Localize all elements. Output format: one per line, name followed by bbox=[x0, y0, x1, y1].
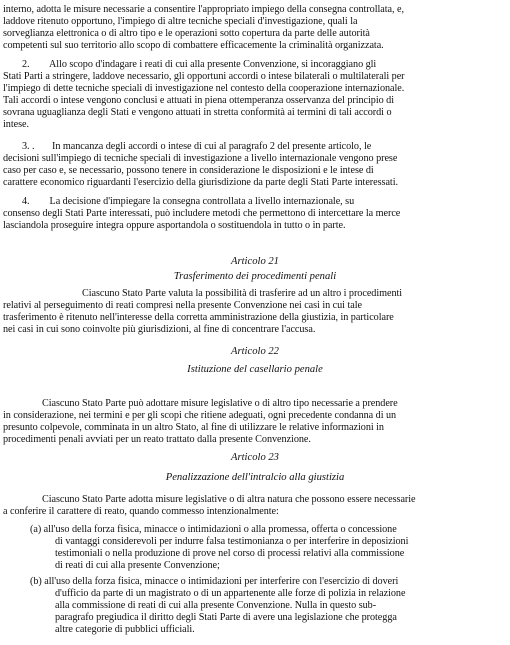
text-line: Stati Parti a stringere, laddove necessario, gli opportuni accordi o intese bilaterali o multilaterali per bbox=[3, 71, 405, 82]
text-line: l'impiego di dette tecniche speciali di investigazione nel contesto della cooperazione internazionale. bbox=[3, 83, 405, 94]
text-line: paragrafo pregiudica il diritto degli Stati Parte di avere una legislazione che protegga bbox=[55, 612, 397, 623]
article-title: Istituzione del casellario penale bbox=[187, 364, 323, 375]
text-line: altre categorie di pubblici ufficiali. bbox=[55, 624, 195, 635]
text-line: nei casi in cui sono coinvolte più giurisdizioni, al fine di concentrare l'accusa. bbox=[3, 324, 316, 335]
text-line: decisioni sull'impiego di tecniche speciali di investigazione a livello internazionale vengono prese bbox=[3, 153, 398, 164]
text-line: testimoniali o nella produzione di prove nel corso di processi relativi alla commissione bbox=[55, 548, 405, 559]
text-line: 3. . In mancanza degli accordi o intese di cui al paragrafo 2 del presente articolo, le bbox=[22, 141, 372, 152]
text-line: d'ufficio da parte di un magistrato o di un appartenente alle forze di polizia in relazione bbox=[55, 588, 406, 599]
text-line: competenti sul suo territorio allo scopo di combattere efficacemente la criminalità organizzata. bbox=[3, 40, 384, 51]
text-line: trasferimento è ritenuto nell'interesse della corretta amministrazione della giustizia, in particolare bbox=[3, 312, 394, 323]
text-line: procedimenti penali avviati per un reato trattato dalla presente Convenzione. bbox=[3, 434, 311, 445]
text-line: Ciascuno Stato Parte valuta la possibilità di trasferire ad un altro i procedimenti bbox=[82, 288, 403, 299]
text-line: alla commissione di reati di cui alla presente Convenzione. Nulla in questo sub- bbox=[55, 600, 377, 611]
text-line: interno, adotta le misure necessarie a consentire l'appropriato impiego della consegna controllata, e, bbox=[3, 4, 404, 15]
article-number: Articolo 22 bbox=[231, 346, 279, 357]
text-line: presunto colpevole, comminata in un altro Stato, al fine di utilizzare le relative informazioni in bbox=[3, 422, 384, 433]
article-number: Articolo 23 bbox=[231, 452, 279, 463]
text-line: consenso degli Stati Parte interessati, può includere metodi che permettono di intercettare la merce bbox=[3, 208, 401, 219]
text-line: in considerazione, nei termini e per gli scopi che ritiene adeguati, ogni precedente condanna di un bbox=[3, 410, 397, 421]
text-line: relativi al perseguimento di reati compresi nella presente Convenzione nei casi in cui tale bbox=[3, 300, 362, 311]
article-title: Trasferimento dei procedimenti penali bbox=[173, 271, 337, 282]
text-line: carattere economico riguardanti l'esercizio della giurisdizione da parte degli Stati Parte interessati. bbox=[3, 177, 398, 188]
text-line: Tali accordi o intese vengono conclusi e attuati in piena ottemperanza osservanza del principio di bbox=[3, 95, 394, 106]
text-line: (a) all'uso della forza fisica, minacce o intimidazioni o alla promessa, offerta o concessione bbox=[30, 524, 397, 535]
text-line: caso per caso e, se necessario, possono tenere in considerazione le disposizioni e le intese di bbox=[3, 165, 374, 176]
text-line: Ciascuno Stato Parte può adottare misure legislative o di altro tipo necessarie a prendere bbox=[42, 398, 398, 409]
text-line: Ciascuno Stato Parte adotta misure legislative o di altra natura che possono essere necessarie bbox=[42, 494, 416, 505]
article-number: Articolo 21 bbox=[231, 256, 279, 267]
text-line: di reati di cui alla presente Convenzione; bbox=[55, 560, 220, 571]
text-line: (b) all'uso della forza fisica, minacce o intimidazioni per interferire con l'esercizio di doveri bbox=[30, 576, 399, 587]
text-line: sovrana uguaglianza degli Stati e vengono attuati in stretta conformità ai termini di tali accordi o bbox=[3, 107, 392, 118]
text-line: lasciandola proseguire integra oppure asportandola o sostituendola in tutto o in parte. bbox=[3, 220, 346, 231]
article-title: Penalizzazione dell'intralcio alla giustizia bbox=[165, 472, 345, 483]
text-line: 4. La decisione d'impiegare la consegna controllata a livello internazionale, su bbox=[22, 196, 355, 207]
text-line: 2. Allo scopo d'indagare i reati di cui alla presente Convenzione, si incoraggiano gli bbox=[22, 59, 377, 70]
text-line: a conferire il carattere di reato, quando commesso intenzionalmente: bbox=[3, 506, 279, 517]
text-line: laddove ritenuto opportuno, l'impiego di altre tecniche speciali d'investigazione, quali la bbox=[3, 16, 358, 27]
text-line: intese. bbox=[3, 119, 29, 130]
text-line: di vantaggi considerevoli per indurre falsa testimonianza o per interferire in deposizioni bbox=[55, 536, 409, 547]
text-line: sorveglianza elettronica o di altro tipo e le operazioni sotto copertura da parte delle autorità bbox=[3, 28, 370, 39]
